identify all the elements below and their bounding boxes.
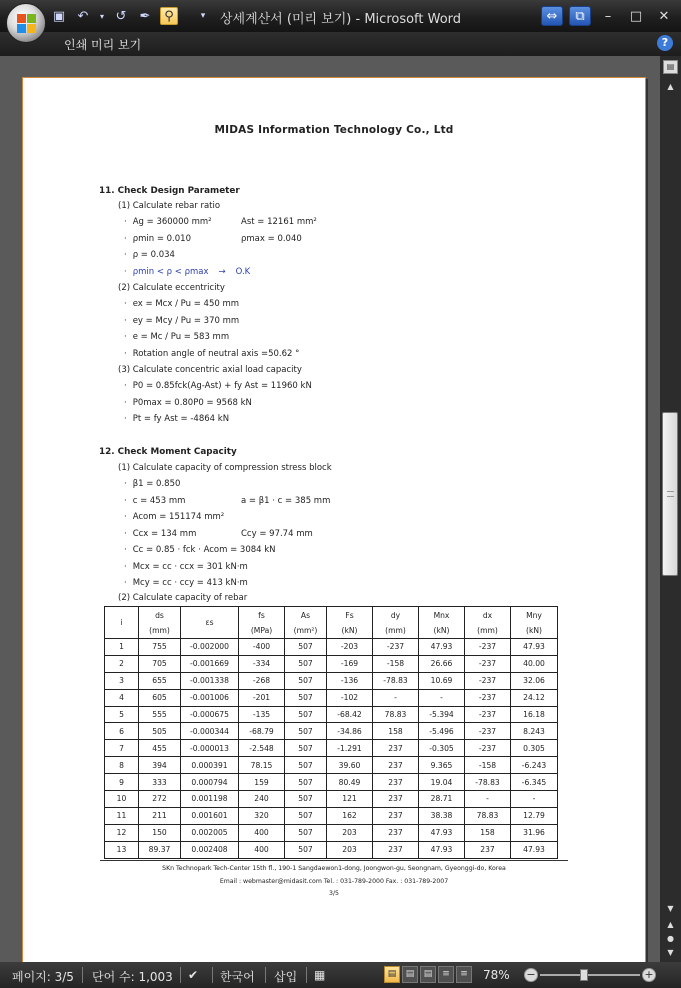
table-header-cell: i: [105, 607, 139, 639]
table-cell: -203: [327, 639, 373, 656]
table-cell: -0.305: [419, 740, 465, 757]
table-cell: 47.93: [419, 639, 465, 656]
status-insert-mode[interactable]: 삽입: [274, 970, 298, 984]
switch-window-icon[interactable]: ⧉: [569, 6, 591, 26]
table-cell: 32.06: [511, 672, 558, 689]
table-cell: -5.394: [419, 706, 465, 723]
table-row: [105, 841, 558, 858]
table-cell: 507: [285, 824, 327, 841]
full-screen-reading-icon[interactable]: ▤: [402, 966, 418, 983]
table-header-cell: ds (mm): [139, 607, 181, 639]
table-header-cell: dy (mm): [373, 607, 419, 639]
rho-line: · ρ = 0.034: [124, 250, 175, 260]
c-line: · c = 453 mm a = β1 · c = 385 mm: [124, 496, 331, 506]
title-bar: [0, 0, 681, 32]
table-row: [105, 655, 558, 672]
footer-page-number: 3/5: [329, 890, 339, 897]
table-cell: -237: [465, 655, 511, 672]
tab-print-preview[interactable]: 인쇄 미리 보기: [64, 38, 142, 52]
table-cell: 272: [139, 791, 181, 808]
table-cell: 47.93: [419, 841, 465, 858]
table-cell: -102: [327, 689, 373, 706]
zoom-out-icon[interactable]: −: [524, 968, 538, 982]
subsection-rebar-ratio: (1) Calculate rebar ratio: [118, 201, 221, 211]
table-cell: 237: [373, 824, 419, 841]
table-cell: 203: [327, 841, 373, 858]
table-cell: -0.000675: [181, 706, 239, 723]
table-cell: 400: [239, 841, 285, 858]
table-cell: -400: [239, 639, 285, 656]
table-cell: 78.83: [465, 807, 511, 824]
table-cell: 89.37: [139, 841, 181, 858]
table-cell: 16.18: [511, 706, 558, 723]
table-header-cell: fs (MPa): [239, 607, 285, 639]
help-icon[interactable]: ?: [657, 35, 673, 51]
table-cell: 211: [139, 807, 181, 824]
table-cell: 237: [373, 791, 419, 808]
subsection-rebar-capacity: (2) Calculate capacity of rebar: [118, 593, 248, 603]
previous-page-icon[interactable]: ▲: [667, 920, 674, 929]
footer-contact: Email : webmaster@midasit.com Tel. : 031-789-2000 Fax. : 031-789-2007: [219, 878, 449, 885]
save-icon[interactable]: ▣: [52, 8, 66, 24]
company-header: MIDAS Information Technology Co., Ltd: [214, 124, 454, 136]
window-controls: [541, 6, 675, 26]
status-bar: [0, 962, 681, 988]
table-row: [105, 672, 558, 689]
rebar-capacity-table: [104, 606, 558, 859]
table-cell: 237: [373, 774, 419, 791]
table-row: [105, 689, 558, 706]
table-cell: 705: [139, 655, 181, 672]
table-cell: 4: [105, 689, 139, 706]
table-cell: 9.365: [419, 757, 465, 774]
table-cell: -5.496: [419, 723, 465, 740]
table-cell: -1.291: [327, 740, 373, 757]
table-cell: 555: [139, 706, 181, 723]
table-cell: -135: [239, 706, 285, 723]
table-cell: -78.83: [373, 672, 419, 689]
document-page: [22, 77, 646, 962]
table-cell: 237: [373, 740, 419, 757]
table-cell: 38.38: [419, 807, 465, 824]
dropdown-icon[interactable]: ▾: [99, 11, 104, 21]
table-cell: -2.548: [239, 740, 285, 757]
outline-view-icon[interactable]: ≡: [438, 966, 454, 983]
beta-line: · β1 = 0.850: [124, 479, 181, 489]
table-cell: -169: [327, 655, 373, 672]
table-header-cell: Mnx (kN): [419, 607, 465, 639]
table-cell: -237: [465, 740, 511, 757]
zoom-slider-knob[interactable]: [580, 969, 588, 981]
table-cell: -237: [465, 672, 511, 689]
table-row: [105, 807, 558, 824]
table-cell: 655: [139, 672, 181, 689]
table-cell: 455: [139, 740, 181, 757]
table-cell: 0.002005: [181, 824, 239, 841]
close-icon[interactable]: ✕: [658, 8, 670, 24]
rho-check-line: · ρmin < ρ < ρmax → O.K: [124, 267, 251, 277]
table-cell: 507: [285, 706, 327, 723]
table-cell: 0.000794: [181, 774, 239, 791]
table-cell: -201: [239, 689, 285, 706]
table-cell: -: [465, 791, 511, 808]
table-header-cell: As (mm²): [285, 607, 327, 639]
table-cell: 237: [373, 757, 419, 774]
table-cell: 507: [285, 689, 327, 706]
footer-divider: [100, 860, 568, 861]
table-cell: 240: [239, 791, 285, 808]
zoom-level[interactable]: 78%: [483, 968, 510, 982]
table-header-cell: εs: [181, 607, 239, 639]
draft-view-icon[interactable]: ≡: [456, 966, 472, 983]
table-cell: 505: [139, 723, 181, 740]
table-cell: 7: [105, 740, 139, 757]
table-cell: 8.243: [511, 723, 558, 740]
table-cell: 47.93: [419, 824, 465, 841]
table-body: [105, 639, 558, 859]
ag-line: · Ag = 360000 mm² Ast = 12161 mm²: [124, 217, 317, 227]
table-cell: 203: [327, 824, 373, 841]
subsection-compression-block: (1) Calculate capacity of compression stress block: [118, 463, 332, 473]
undo-icon[interactable]: ↶: [77, 8, 89, 24]
section-12-title: 12. Check Moment Capacity: [99, 447, 237, 457]
table-cell: 237: [465, 841, 511, 858]
table-cell: 507: [285, 774, 327, 791]
table-cell: 507: [285, 639, 327, 656]
table-cell: -6.345: [511, 774, 558, 791]
table-cell: -237: [373, 639, 419, 656]
rho-max-value: ρmax = 0.040: [241, 234, 302, 244]
table-cell: 3: [105, 672, 139, 689]
table-row: [105, 639, 558, 656]
office-logo-icon: [17, 14, 37, 34]
table-cell: 28.71: [419, 791, 465, 808]
ribbon: [0, 32, 681, 56]
minimize-icon[interactable]: –: [604, 8, 612, 24]
table-cell: 47.93: [511, 841, 558, 858]
table-cell: -0.000344: [181, 723, 239, 740]
table-cell: -0.001006: [181, 689, 239, 706]
table-cell: 31.96: [511, 824, 558, 841]
vertical-scrollbar[interactable]: [660, 56, 681, 962]
table-cell: -237: [465, 639, 511, 656]
table-cell: -158: [373, 655, 419, 672]
table-cell: 12: [105, 824, 139, 841]
table-cell: 78.15: [239, 757, 285, 774]
table-cell: -0.001669: [181, 655, 239, 672]
table-header-cell: Mny (kN): [511, 607, 558, 639]
table-cell: 394: [139, 757, 181, 774]
table-cell: 507: [285, 791, 327, 808]
table-header-cell: dx (mm): [465, 607, 511, 639]
table-cell: 237: [373, 807, 419, 824]
table-cell: -: [419, 689, 465, 706]
table-cell: 5: [105, 706, 139, 723]
table-cell: 237: [373, 841, 419, 858]
table-header-row: [105, 607, 558, 639]
ex-line: · ex = Mcx / Pu = 450 mm: [124, 299, 240, 309]
table-cell: 10: [105, 791, 139, 808]
document-area: [0, 56, 660, 962]
print-layout-view-icon[interactable]: ▤: [384, 966, 400, 983]
table-cell: 0.002408: [181, 841, 239, 858]
table-row: [105, 706, 558, 723]
subsection-axial-load: (3) Calculate concentric axial load capacity: [118, 365, 302, 375]
table-cell: 400: [239, 824, 285, 841]
a-value: a = β1 · c = 385 mm: [241, 496, 331, 506]
table-cell: 9: [105, 774, 139, 791]
table-header-cell: Fs (kN): [327, 607, 373, 639]
redo-icon[interactable]: ↺: [115, 8, 127, 24]
cc-line: · Cc = 0.85 · fck · Acom = 3084 kN: [124, 545, 276, 555]
macro-record-icon[interactable]: ▦: [314, 968, 326, 982]
rotation-angle-line: · Rotation angle of neutral axis =50.62 °: [124, 349, 300, 359]
table-cell: -334: [239, 655, 285, 672]
table-cell: 159: [239, 774, 285, 791]
table-row: [105, 791, 558, 808]
table-cell: -78.83: [465, 774, 511, 791]
table-cell: 10.69: [419, 672, 465, 689]
zoom-slider[interactable]: [540, 974, 640, 976]
table-cell: 19.04: [419, 774, 465, 791]
customize-icon[interactable]: ▾: [200, 11, 206, 21]
table-cell: -34.86: [327, 723, 373, 740]
scroll-up-icon[interactable]: ▲: [667, 82, 674, 91]
format-painter-icon[interactable]: ✒: [139, 8, 151, 24]
e-line: · e = Mc / Pu = 583 mm: [124, 332, 230, 342]
table-cell: 8: [105, 757, 139, 774]
table-cell: -68.79: [239, 723, 285, 740]
zoom-in-icon[interactable]: +: [642, 968, 656, 982]
table-cell: -6.243: [511, 757, 558, 774]
table-cell: 24.12: [511, 689, 558, 706]
table-cell: 0.001601: [181, 807, 239, 824]
proofing-icon[interactable]: ✔: [188, 968, 199, 982]
status-language[interactable]: 한국어: [220, 970, 255, 984]
table-cell: 1: [105, 639, 139, 656]
table-cell: 507: [285, 841, 327, 858]
table-cell: 13: [105, 841, 139, 858]
mcy-line: · Mcy = cc · ccy = 413 kN·m: [124, 578, 248, 588]
table-row: [105, 824, 558, 841]
status-page[interactable]: 페이지: 3/5: [12, 970, 74, 984]
table-cell: -: [511, 791, 558, 808]
ruler-toggle-icon[interactable]: ▤: [663, 60, 678, 74]
maximize-icon[interactable]: □: [629, 8, 643, 24]
table-cell: 158: [465, 824, 511, 841]
table-cell: -237: [465, 706, 511, 723]
table-cell: -237: [465, 689, 511, 706]
subsection-eccentricity: (2) Calculate eccentricity: [118, 283, 225, 293]
table-cell: 150: [139, 824, 181, 841]
table-cell: 507: [285, 807, 327, 824]
ccy-value: Ccy = 97.74 mm: [241, 529, 313, 539]
mcx-line: · Mcx = cc · ccx = 301 kN·m: [124, 562, 248, 572]
table-cell: -0.002000: [181, 639, 239, 656]
table-row: [105, 774, 558, 791]
table-cell: 162: [327, 807, 373, 824]
table-cell: -0.000013: [181, 740, 239, 757]
table-cell: -158: [465, 757, 511, 774]
table-cell: 12.79: [511, 807, 558, 824]
ccx-line: · Ccx = 134 mm Ccy = 97.74 mm: [124, 529, 313, 539]
table-cell: 0.000391: [181, 757, 239, 774]
table-cell: 507: [285, 723, 327, 740]
table-cell: 40.00: [511, 655, 558, 672]
table-cell: -136: [327, 672, 373, 689]
table-row: [105, 723, 558, 740]
ast-value: Ast = 12161 mm²: [241, 217, 317, 227]
select-browse-object-icon[interactable]: ●: [667, 934, 674, 943]
table-cell: 158: [373, 723, 419, 740]
table-cell: 39.60: [327, 757, 373, 774]
table-row: [105, 757, 558, 774]
table-cell: 507: [285, 757, 327, 774]
footer-address: SKn Technopark Tech-Center 15th fl., 190-1 Sangdaewon1-dong, Joongwon-gu, Seongnam, Gyeonggi-do, Korea: [162, 865, 506, 872]
table-cell: 121: [327, 791, 373, 808]
window-title: 상세계산서 (미리 보기) - Microsoft Word: [219, 12, 462, 27]
print-preview-icon[interactable]: ⚲: [160, 7, 178, 25]
table-cell: 507: [285, 672, 327, 689]
scroll-down-icon[interactable]: ▼: [667, 904, 674, 913]
table-cell: 507: [285, 655, 327, 672]
table-cell: 6: [105, 723, 139, 740]
table-cell: 507: [285, 740, 327, 757]
table-cell: -68.42: [327, 706, 373, 723]
acom-line: · Acom = 151174 mm²: [124, 512, 225, 522]
rho-min-line: · ρmin = 0.010 ρmax = 0.040: [124, 234, 302, 244]
restore-layout-icon[interactable]: ⇔: [541, 6, 563, 26]
table-cell: 755: [139, 639, 181, 656]
table-cell: 320: [239, 807, 285, 824]
p0-line: · P0 = 0.85fck(Ag-Ast) + fy Ast = 11960 kN: [124, 381, 312, 391]
table-cell: 0.001198: [181, 791, 239, 808]
table-cell: -268: [239, 672, 285, 689]
table-cell: 26.66: [419, 655, 465, 672]
table-cell: -0.001338: [181, 672, 239, 689]
next-page-icon[interactable]: ▼: [667, 948, 674, 957]
table-cell: 333: [139, 774, 181, 791]
section-11-title: 11. Check Design Parameter: [99, 186, 240, 196]
table-cell: -237: [465, 723, 511, 740]
scroll-thumb[interactable]: [662, 412, 678, 576]
table-cell: 2: [105, 655, 139, 672]
p0max-line: · P0max = 0.80P0 = 9568 kN: [124, 398, 252, 408]
status-word-count[interactable]: 단어 수: 1,003: [92, 970, 173, 984]
pt-line: · Pt = fy Ast = -4864 kN: [124, 414, 230, 424]
table-cell: 80.49: [327, 774, 373, 791]
office-button[interactable]: [6, 3, 46, 43]
web-layout-icon[interactable]: ▤: [420, 966, 436, 983]
table-cell: 78.83: [373, 706, 419, 723]
table-cell: 0.305: [511, 740, 558, 757]
ey-line: · ey = Mcy / Pu = 370 mm: [124, 316, 240, 326]
table-cell: 11: [105, 807, 139, 824]
table-row: [105, 740, 558, 757]
table-cell: -: [373, 689, 419, 706]
table-cell: 47.93: [511, 639, 558, 656]
table-cell: 605: [139, 689, 181, 706]
